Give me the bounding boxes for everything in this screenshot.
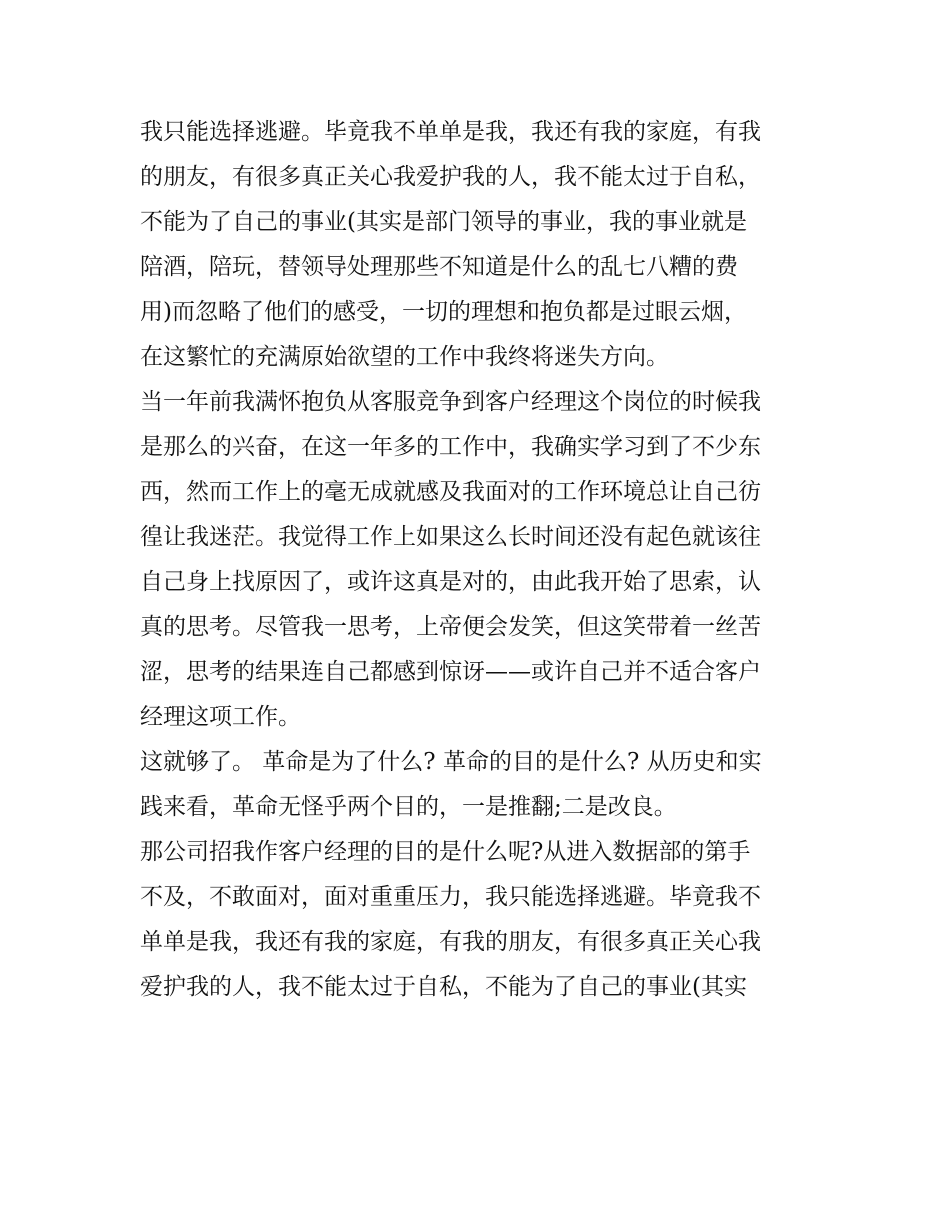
paragraph-3 — [140, 740, 820, 830]
text-line: 那公司招我作客户经理的目的是什么呢?从进入数据部的第手 — [140, 839, 751, 865]
text-line: 涩，思考的结果连自己都感到惊讶——或许自己并不适合客户 — [140, 659, 761, 685]
text-line: 的朋友，有很多真正关心我爱护我的人，我不能太过于自私， — [140, 164, 761, 190]
paragraph-1 — [140, 110, 820, 380]
text-line: 不能为了自己的事业(其实是部门领导的事业，我的事业就是 — [140, 209, 747, 235]
text-line: 陪酒，陪玩，替领导处理那些不知道是什么的乱七八糟的费 — [140, 254, 738, 280]
text-line: 我只能选择逃避。毕竟我不单单是我，我还有我的家庭，有我 — [140, 119, 761, 145]
paragraph-2 — [140, 380, 820, 740]
document-body — [140, 110, 820, 1010]
text-line: 这就够了。 革命是为了什么? 革命的目的是什么? 从历史和实 — [140, 749, 762, 775]
text-line: 用)而忽略了他们的感受，一切的理想和抱负都是过眼云烟， — [140, 299, 747, 325]
text-line: 自己身上找原因了，或许这真是对的，由此我开始了思索，认 — [140, 569, 761, 595]
text-line: 爱护我的人，我不能太过于自私，不能为了自己的事业(其实 — [140, 974, 747, 1000]
text-line: 是那么的兴奋，在这一年多的工作中，我确实学习到了不少东 — [140, 434, 761, 460]
text-line: 践来看，革命无怪乎两个目的，一是推翻;二是改良。 — [140, 794, 677, 820]
text-line: 当一年前我满怀抱负从客服竞争到客户经理这个岗位的时候我 — [140, 389, 761, 415]
text-line: 经理这项工作。 — [140, 704, 301, 730]
text-line: 真的思考。尽管我一思考，上帝便会发笑，但这笑带着一丝苦 — [140, 614, 761, 640]
text-line: 单单是我，我还有我的家庭，有我的朋友，有很多真正关心我 — [140, 929, 761, 955]
paragraph-4 — [140, 830, 820, 1010]
text-line: 不及，不敢面对，面对重重压力，我只能选择逃避。毕竟我不 — [140, 884, 761, 910]
text-line: 在这繁忙的充满原始欲望的工作中我终将迷失方向。 — [140, 344, 669, 370]
text-line: 西，然而工作上的毫无成就感及我面对的工作环境总让自己彷 — [140, 479, 761, 505]
text-line: 徨让我迷茫。我觉得工作上如果这么长时间还没有起色就该往 — [140, 524, 761, 550]
